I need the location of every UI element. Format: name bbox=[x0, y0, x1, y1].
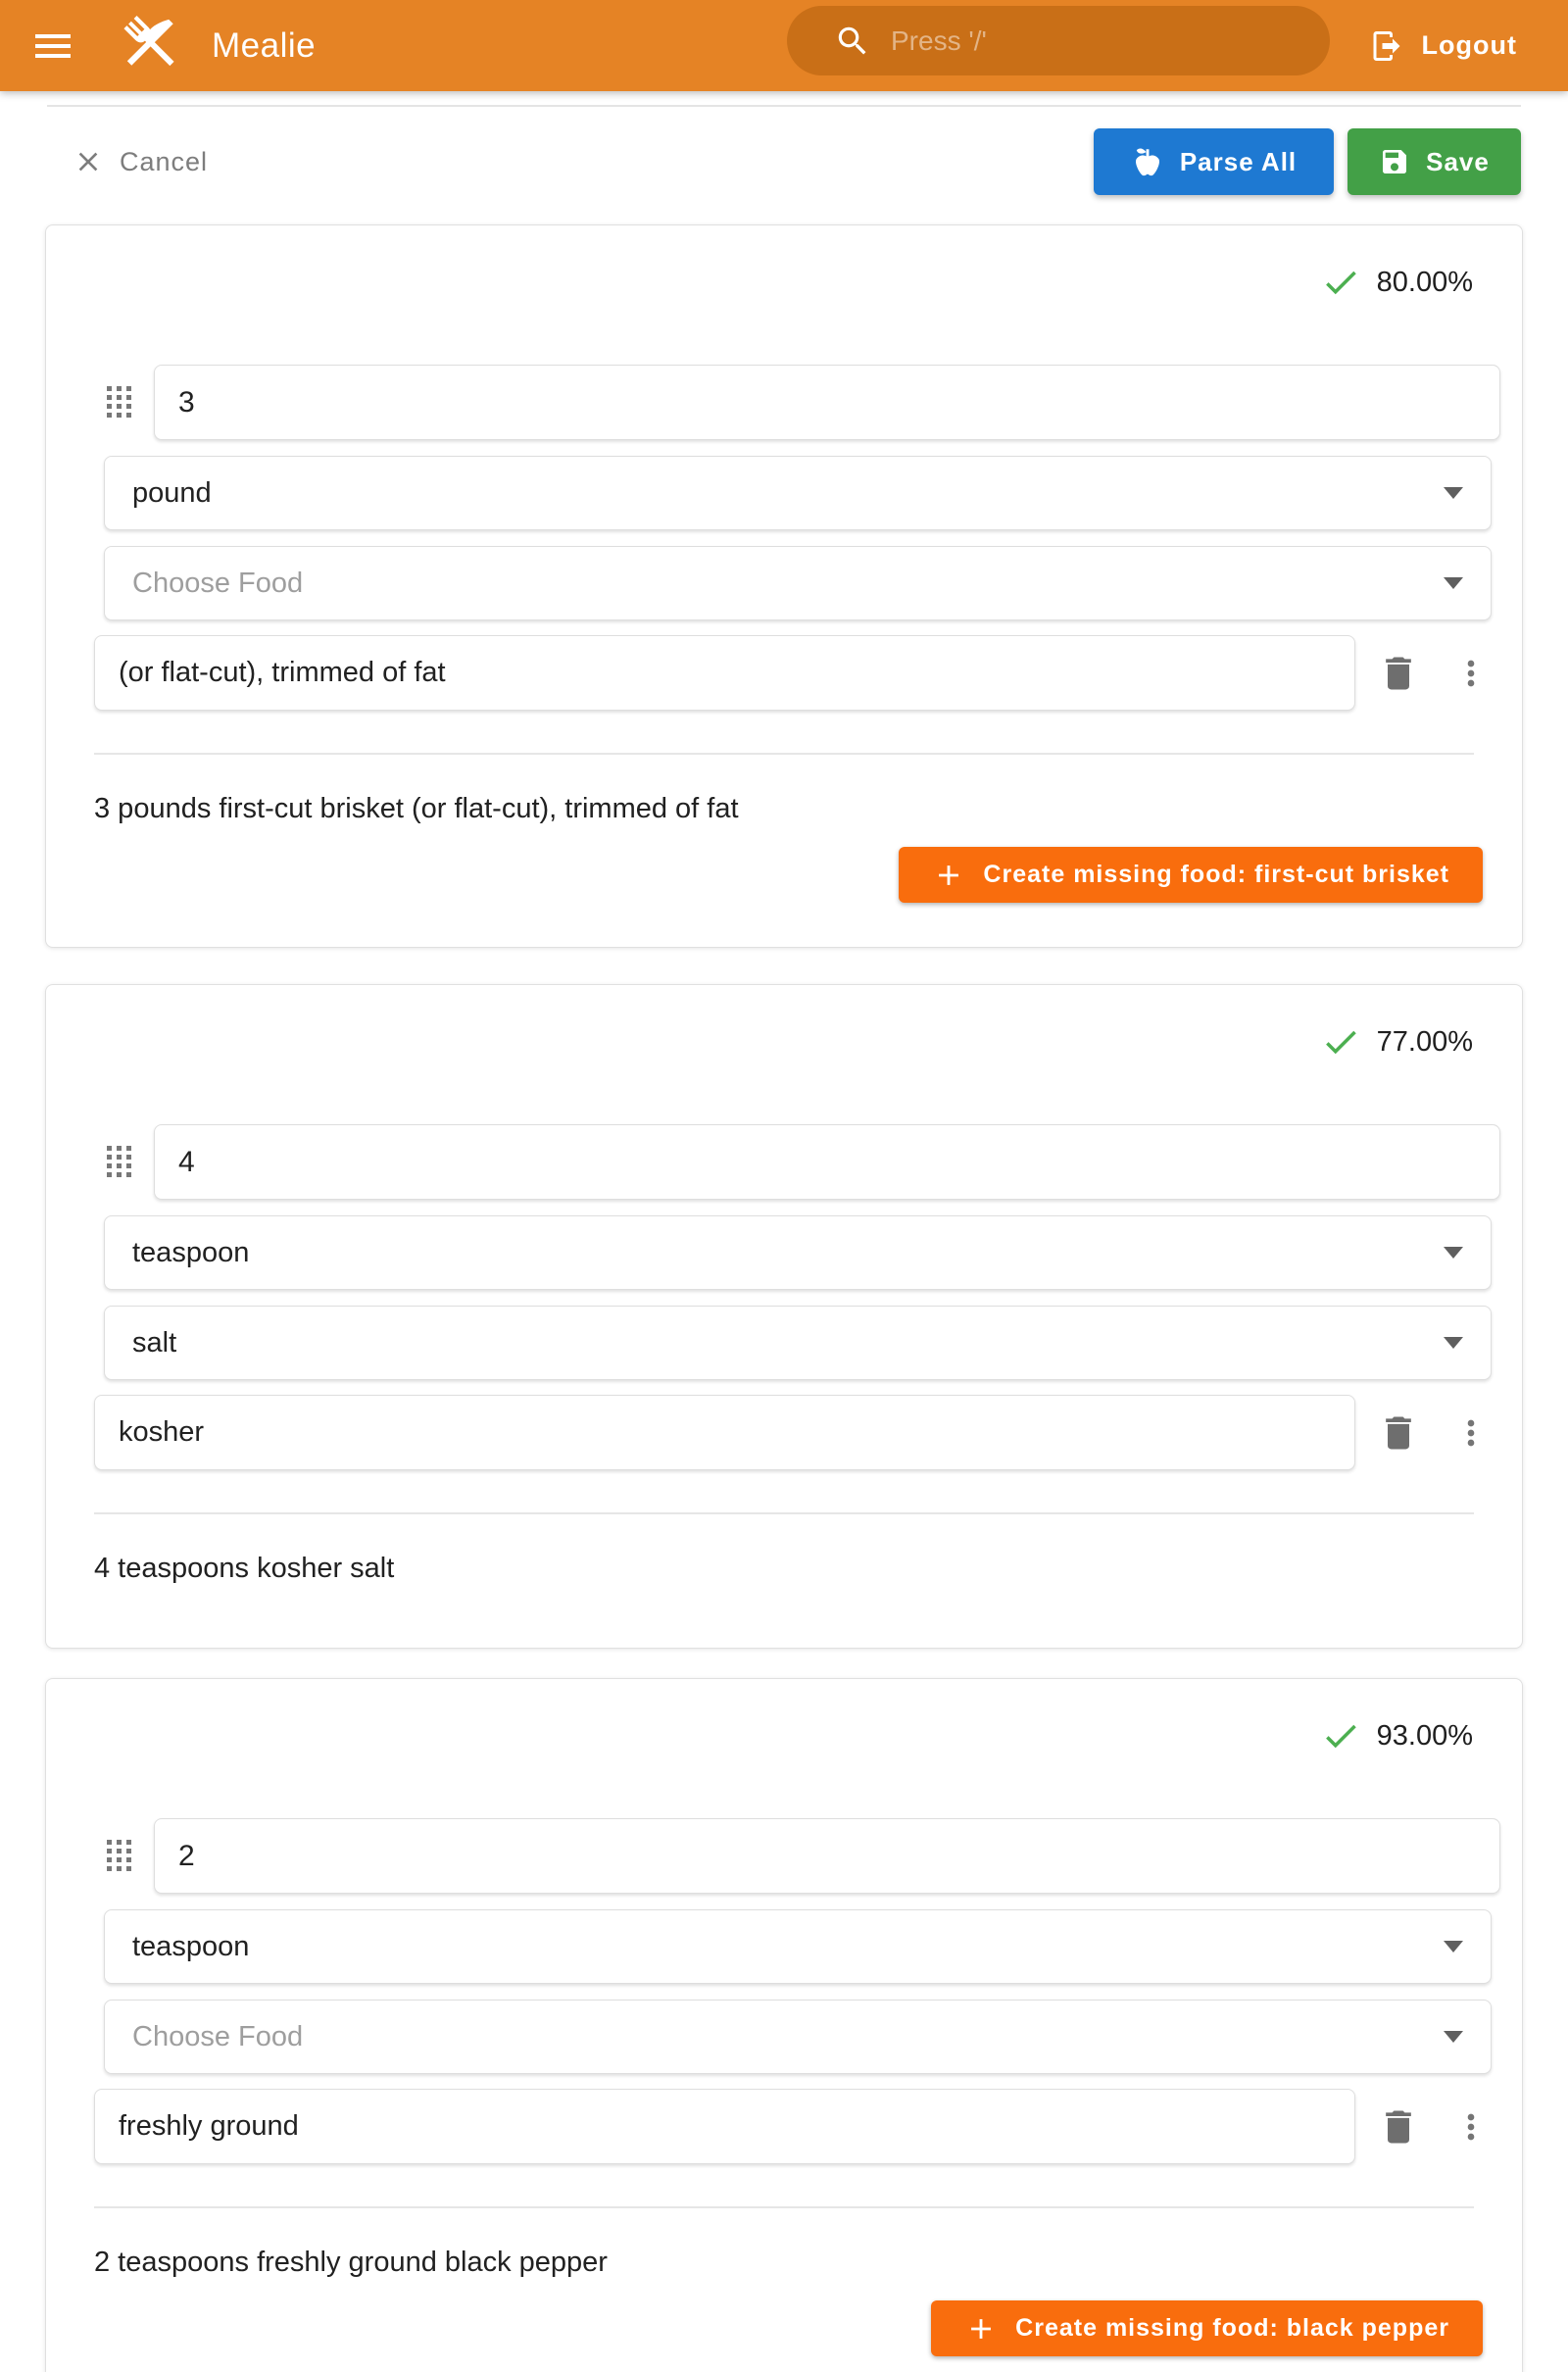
check-icon bbox=[1320, 1715, 1361, 1756]
search-input[interactable] bbox=[891, 25, 1263, 57]
card-divider bbox=[94, 1512, 1474, 1514]
unit-select[interactable] bbox=[104, 1909, 1492, 1984]
original-ingredient-text: 4 teaspoons kosher salt bbox=[94, 1553, 395, 1584]
menu-icon bbox=[29, 23, 76, 70]
trash-icon bbox=[1377, 2105, 1420, 2149]
ingredient-card bbox=[45, 224, 1523, 948]
delete-ingredient-button[interactable] bbox=[1377, 2105, 1420, 2149]
search-bar[interactable] bbox=[787, 6, 1330, 75]
confidence-value: 80.00% bbox=[1376, 266, 1473, 298]
parse-all-label: Parse All bbox=[1179, 146, 1298, 176]
confidence-row bbox=[68, 261, 1500, 304]
create-missing-food-label: Create missing food: first-cut brisket bbox=[983, 861, 1449, 888]
confidence-row bbox=[68, 1714, 1500, 1757]
drag-grid-icon bbox=[107, 1840, 132, 1873]
cancel-button[interactable] bbox=[73, 146, 208, 177]
confidence-row bbox=[68, 1020, 1500, 1063]
drag-handle[interactable] bbox=[107, 1840, 132, 1873]
note-input[interactable] bbox=[94, 635, 1355, 711]
drag-grid-icon bbox=[107, 1146, 132, 1179]
quantity-row bbox=[68, 1124, 1500, 1200]
unit-value: teaspoon bbox=[132, 1236, 250, 1268]
cancel-label: Cancel bbox=[120, 146, 209, 176]
plus-icon bbox=[964, 2312, 998, 2346]
note-input[interactable] bbox=[94, 1395, 1355, 1470]
content-top-divider bbox=[47, 105, 1521, 107]
more-options-button[interactable] bbox=[1451, 1413, 1491, 1453]
search-icon bbox=[834, 23, 871, 60]
close-icon bbox=[73, 146, 104, 177]
dots-vertical-icon bbox=[1451, 1413, 1491, 1453]
trash-icon bbox=[1377, 652, 1420, 695]
create-food-row bbox=[68, 847, 1500, 903]
save-icon bbox=[1379, 146, 1410, 177]
food-select[interactable] bbox=[104, 546, 1492, 620]
note-row bbox=[68, 2089, 1500, 2164]
confidence-value: 77.00% bbox=[1376, 1025, 1473, 1058]
parser-toolbar bbox=[47, 128, 1521, 195]
card-divider bbox=[94, 2206, 1474, 2208]
original-ingredient-text: 2 teaspoons freshly ground black pepper bbox=[94, 2247, 608, 2278]
create-missing-food-label: Create missing food: black pepper bbox=[1015, 2314, 1449, 2342]
chevron-down-icon bbox=[1444, 577, 1463, 589]
app-header bbox=[0, 0, 1568, 91]
logout-label: Logout bbox=[1421, 30, 1517, 60]
note-input[interactable] bbox=[94, 2089, 1355, 2164]
logout-button[interactable] bbox=[1369, 0, 1517, 91]
drag-handle[interactable] bbox=[107, 1146, 132, 1179]
more-options-button[interactable] bbox=[1451, 654, 1491, 693]
chevron-down-icon bbox=[1444, 2031, 1463, 2043]
unit-select[interactable] bbox=[104, 1215, 1492, 1290]
quantity-row bbox=[68, 365, 1500, 440]
check-icon bbox=[1320, 1021, 1361, 1062]
chevron-down-icon bbox=[1444, 1247, 1463, 1259]
food-select[interactable] bbox=[104, 2000, 1492, 2074]
unit-value: pound bbox=[132, 476, 212, 509]
unit-value: teaspoon bbox=[132, 1930, 250, 1962]
unit-select[interactable] bbox=[104, 456, 1492, 530]
original-ingredient-text: 3 pounds first-cut brisket (or flat-cut), trimmed of fat bbox=[94, 793, 739, 824]
note-row bbox=[68, 1395, 1500, 1470]
quantity-input[interactable] bbox=[154, 1818, 1500, 1894]
parse-all-button[interactable] bbox=[1094, 128, 1334, 195]
delete-ingredient-button[interactable] bbox=[1377, 652, 1420, 695]
food-value: salt bbox=[132, 1326, 177, 1359]
logout-icon bbox=[1369, 28, 1404, 64]
quantity-input[interactable] bbox=[154, 1124, 1500, 1200]
chevron-down-icon bbox=[1444, 1941, 1463, 1952]
note-row bbox=[68, 635, 1500, 711]
card-divider bbox=[94, 753, 1474, 755]
save-label: Save bbox=[1426, 146, 1490, 176]
apple-icon bbox=[1131, 145, 1164, 178]
save-button[interactable] bbox=[1348, 128, 1521, 195]
quantity-input[interactable] bbox=[154, 365, 1500, 440]
chevron-down-icon bbox=[1444, 1337, 1463, 1349]
hamburger-menu-button[interactable] bbox=[29, 23, 76, 70]
trash-icon bbox=[1377, 1411, 1420, 1455]
check-icon bbox=[1320, 262, 1361, 303]
ingredient-card bbox=[45, 1678, 1523, 2372]
delete-ingredient-button[interactable] bbox=[1377, 1411, 1420, 1455]
confidence-value: 93.00% bbox=[1376, 1719, 1473, 1752]
ingredient-card bbox=[45, 984, 1523, 1649]
create-missing-food-button[interactable] bbox=[899, 847, 1483, 903]
mealie-logo-icon bbox=[116, 8, 186, 83]
drag-grid-icon bbox=[107, 386, 132, 420]
create-missing-food-button[interactable] bbox=[931, 2300, 1483, 2356]
app-title: Mealie bbox=[212, 25, 317, 65]
create-food-row bbox=[68, 2300, 1500, 2356]
food-placeholder: Choose Food bbox=[132, 2020, 304, 2052]
chevron-down-icon bbox=[1444, 487, 1463, 499]
food-select[interactable] bbox=[104, 1306, 1492, 1380]
quantity-row bbox=[68, 1818, 1500, 1894]
dots-vertical-icon bbox=[1451, 2107, 1491, 2147]
plus-icon bbox=[932, 859, 965, 892]
drag-handle[interactable] bbox=[107, 386, 132, 420]
more-options-button[interactable] bbox=[1451, 2107, 1491, 2147]
food-placeholder: Choose Food bbox=[132, 567, 304, 599]
dots-vertical-icon bbox=[1451, 654, 1491, 693]
